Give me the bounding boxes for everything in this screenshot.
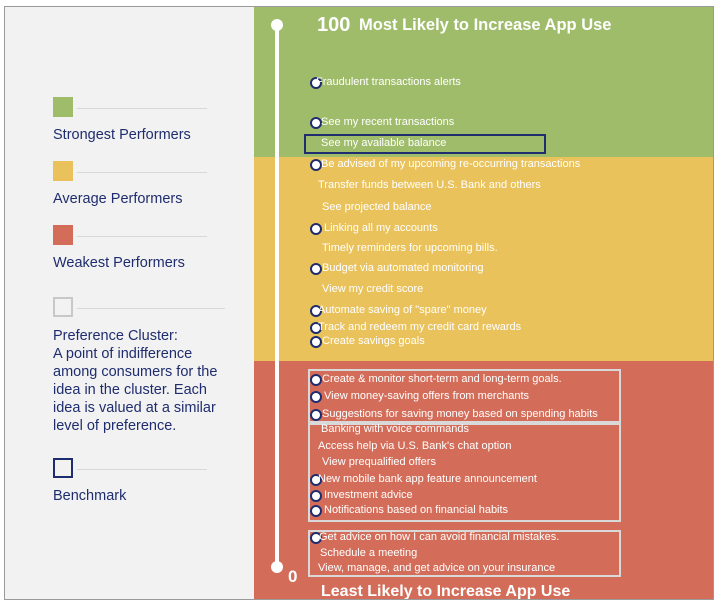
idea-label: Banking with voice commands [321, 423, 469, 436]
legend-line-weak [77, 236, 207, 237]
legend-swatch-strong [53, 97, 73, 117]
legend-panel [5, 7, 254, 599]
legend-swatch-benchmark [53, 458, 73, 478]
axis-top-dot [271, 19, 283, 31]
idea-point [310, 391, 322, 403]
idea-label: Automate saving of "spare" money [318, 304, 487, 317]
idea-point [310, 409, 322, 421]
legend-line-cluster [77, 308, 225, 309]
legend-swatch-weak [53, 225, 73, 245]
idea-label: See my recent transactions [321, 115, 455, 128]
idea-label: Fraudulent transactions alerts [316, 75, 461, 88]
legend-line-strong [77, 108, 207, 109]
idea-label: Be advised of my upcoming re-occurring transactions [321, 158, 581, 171]
chart-bottom-title: Least Likely to Increase App Use [321, 583, 571, 600]
legend-label-strong: Strongest Performers [53, 127, 191, 143]
legend-line-average [77, 172, 207, 173]
idea-label: Investment advice [324, 489, 413, 502]
idea-label: View, manage, and get advice on your insurance [318, 562, 556, 575]
idea-label: Schedule a meeting [320, 546, 418, 559]
axis-bottom-dot [271, 561, 283, 573]
idea-label: Suggestions for saving money based on spending habits [322, 408, 598, 421]
idea-label: Get advice on how I can avoid financial mistakes. [319, 531, 560, 544]
idea-point [310, 505, 322, 517]
legend-label-benchmark: Benchmark [53, 488, 127, 504]
idea-label: View money-saving offers from merchants [324, 389, 530, 402]
idea-label: Create & monitor short-term and long-term goals. [322, 372, 562, 385]
idea-label: Create savings goals [322, 335, 425, 348]
idea-label: Transfer funds between U.S. Bank and others [318, 179, 541, 192]
legend-label-average: Average Performers [53, 191, 183, 207]
chart-frame [4, 6, 714, 600]
chart-title: Most Likely to Increase App Use [359, 16, 612, 34]
idea-label: View my credit score [322, 282, 424, 295]
legend-line-benchmark [77, 469, 207, 470]
idea-label: Linking all my accounts [324, 221, 438, 234]
idea-label: Budget via automated monitoring [322, 262, 484, 275]
axis-top-value: 100 [317, 14, 351, 36]
benchmark-box [304, 134, 546, 154]
idea-point [310, 223, 322, 235]
chart-area [254, 7, 714, 599]
legend-swatch-average [53, 161, 73, 181]
idea-label: See projected balance [322, 201, 432, 214]
idea-point [310, 374, 322, 386]
axis-line [275, 23, 279, 569]
legend-label-cluster: Preference Cluster: A point of indifference among consumers for the idea in the cluster. Each idea is valued at a similar level of preference. [53, 328, 218, 434]
idea-label: Access help via U.S. Bank's chat option [318, 440, 512, 453]
idea-label: Track and redeem my credit card rewards [318, 320, 522, 333]
idea-label: New mobile bank app feature announcement [318, 473, 537, 486]
idea-label: View prequalified offers [322, 456, 436, 469]
legend-swatch-cluster [53, 297, 73, 317]
idea-label: Timely reminders for upcoming bills. [322, 241, 498, 254]
idea-label: Notifications based on financial habits [324, 504, 509, 517]
axis-bottom-value: 0 [288, 567, 298, 586]
legend-label-weak: Weakest Performers [53, 255, 185, 271]
idea-label: See my available balance [321, 137, 447, 150]
